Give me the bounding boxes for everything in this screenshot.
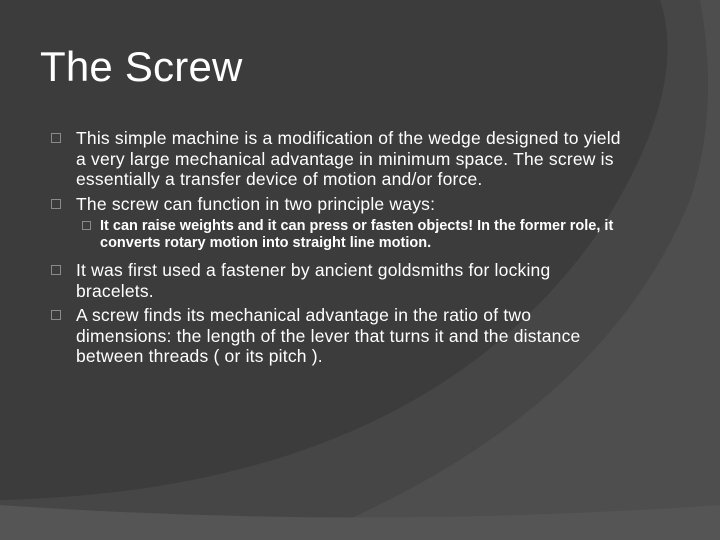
sub-bullet-text: It can raise weights and it can press or fasten objects! In the former role, it converts rotary motion into straight line motion. [100,218,614,251]
sub-bullet-item [76,218,624,252]
bullet-item [44,128,624,190]
bullet-text: A screw finds its mechanical advantage in the ratio of two dimensions: the length of the lever that turns it and the distance between threads ( or its pitch ). [76,305,581,366]
square-bullet-icon [51,310,61,320]
square-bullet-icon [51,133,61,143]
bullet-list [44,128,624,371]
bullet-item [44,194,624,215]
square-bullet-icon [51,265,61,275]
square-bullet-icon [51,199,61,209]
bullet-text: The screw can function in two principle ways: [76,193,436,214]
bullet-text: This simple machine is a modification of the wedge designed to yield a very large mechanical advantage in minimum space. The screw is essentially a transfer device of motion and/or force. [76,128,621,189]
bullet-item [44,260,624,301]
square-bullet-icon [82,221,91,230]
bullet-item [44,305,624,367]
bullet-text: It was first used a fastener by ancient goldsmiths for locking bracelets. [76,260,551,301]
slide-title: The Screw [40,43,243,90]
